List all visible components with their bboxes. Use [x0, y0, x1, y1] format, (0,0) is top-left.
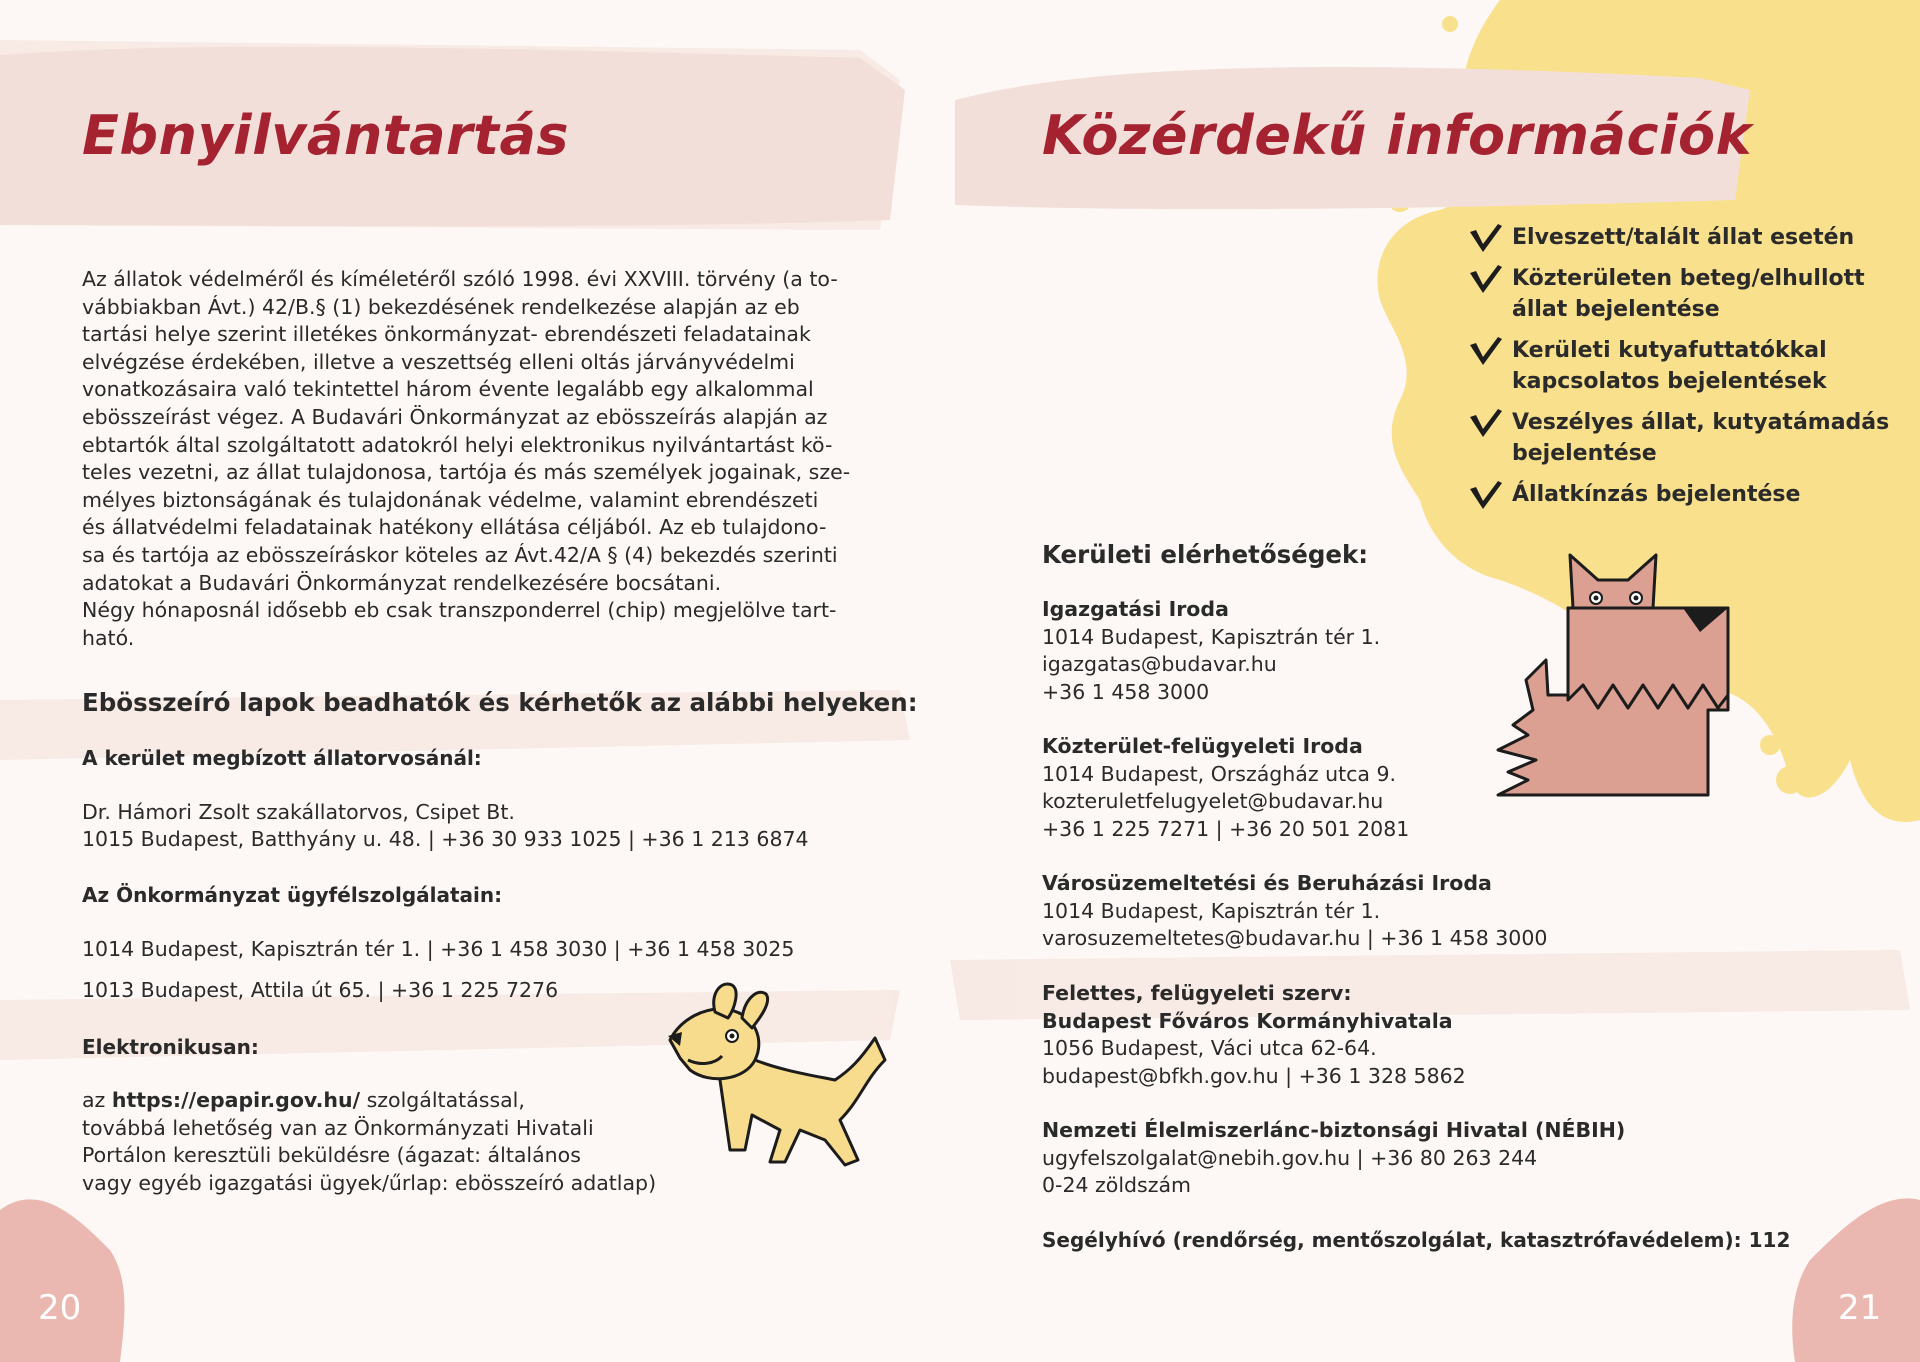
emergency-number: Segélyhívó (rendőrség, mentőszolgálat, katasztrófavédelem): 112: [1042, 1228, 1791, 1252]
contact-varosuzem: [1042, 870, 1547, 953]
subheading-locations: Ebösszeíró lapok beadhatók és kérhetők az alábbi helyeken:: [82, 688, 918, 717]
contact-phone: +36 1 458 3000: [1042, 679, 1210, 704]
list-item-label: Kerületi kutyafuttatókkal kapcsolatos bejelentések: [1512, 338, 1827, 394]
vet-name: Dr. Hámori Zsolt szakállatorvos, Csipet Bt.: [82, 800, 515, 824]
body-line: és állatvédelmi feladatainak hatékony ellátása céljából. Az eb tulajdono-: [82, 515, 827, 540]
contact-address: 1014 Budapest, Kapisztrán tér 1.: [1042, 898, 1381, 923]
body-line: Négy hónaposnál idősebb eb csak transzponderrel (chip) megjelölve tart-: [82, 598, 837, 623]
office-heading: Az Önkormányzat ügyfélszolgálatain:: [82, 883, 503, 907]
list-item-label: Közterületen beteg/elhullott állat bejelentése: [1512, 266, 1865, 322]
vet-address: 1015 Budapest, Batthyány u. 48. | +36 30 933 1025 | +36 1 213 6874: [82, 827, 809, 851]
contact-name: Nemzeti Élelmiszerlánc-biztonsági Hivatal (NÉBIH): [1042, 1118, 1626, 1142]
contact-nebih: [1042, 1117, 1625, 1200]
electronic-line: Portálon keresztüli beküldésre (ágazat: általános: [82, 1143, 581, 1167]
list-item: [1468, 335, 1898, 397]
list-item-label: Állatkínzás bejelentése: [1512, 482, 1801, 507]
body-line: adatokat a Budavári Önkormányzat rendelkezésére bocsátani.: [82, 570, 722, 595]
office-line-2: 1013 Budapest, Attila út 65. | +36 1 225 7276: [82, 978, 559, 1002]
list-item: [1468, 222, 1898, 253]
body-line: mélyes biztonságának és tulajdonának védelme, valamint ebrendészeti: [82, 487, 819, 512]
contact-address: 1056 Budapest, Váci utca 62-64.: [1042, 1036, 1377, 1060]
contact-email[interactable]: kozteruletfelugyelet@budavar.hu: [1042, 789, 1384, 813]
list-item-label: Elveszett/talált állat esetén: [1512, 225, 1855, 250]
body-line: Az állatok védelméről és kíméletéről szóló 1998. évi XXVIII. törvény (a to-: [82, 267, 838, 291]
office-line-1: 1014 Budapest, Kapisztrán tér 1. | +36 1 458 3030 | +36 1 458 3025: [82, 937, 795, 961]
contact-email[interactable]: igazgatas@budavar.hu: [1042, 652, 1277, 676]
check-icon: [1468, 337, 1504, 367]
contact-address: 1014 Budapest, Kapisztrán tér 1.: [1042, 624, 1381, 649]
contact-name: Budapest Főváros Kormányhivatala: [1042, 1008, 1453, 1033]
corner-splash-right: [1792, 1198, 1920, 1362]
contact-address: 1014 Budapest, Országház utca 9.: [1042, 761, 1397, 786]
list-item: [1468, 263, 1898, 325]
list-item: [1468, 407, 1898, 469]
contact-email-phone[interactable]: ugyfelszolgalat@nebih.gov.hu | +36 80 263 244: [1042, 1145, 1538, 1170]
contact-note: 0-24 zöldszám: [1042, 1173, 1192, 1197]
report-checklist: [1468, 222, 1898, 520]
body-line: ebtartók által szolgáltatott adatokról helyi elektronikus nyilvántartást kö-: [82, 432, 833, 457]
pink-dog-illustration: [1488, 550, 1733, 805]
contact-igazgatasi: [1042, 596, 1380, 706]
contacts-heading: Kerületi elérhetőségek:: [1042, 540, 1369, 569]
body-line: vonatkozásaira való tekintettel három évente legalább egy alkalommal: [82, 377, 814, 402]
check-icon: [1468, 481, 1504, 511]
contact-felugyeleti: [1042, 980, 1466, 1090]
contact-email-phone[interactable]: varosuzemeltetes@budavar.hu | +36 1 458 3000: [1042, 926, 1548, 950]
body-paragraph: [82, 266, 882, 652]
contact-name: Felettes, felügyeleti szerv:: [1042, 981, 1352, 1005]
list-item-label: Veszélyes állat, kutyatámadás bejelentése: [1512, 410, 1890, 466]
body-line: vábbiakban Ávt.) 42/B.§ (1) bekezdésének rendelkezése alapján az eb: [82, 294, 800, 319]
contact-name: Igazgatási Iroda: [1042, 597, 1229, 621]
body-line: ebösszeírást végez. A Budavári Önkormányzat az ebösszeírás alapján az: [82, 404, 828, 429]
contact-email-phone[interactable]: budapest@bfkh.gov.hu | +36 1 328 5862: [1042, 1063, 1466, 1088]
epapir-link[interactable]: https://epapir.gov.hu/: [111, 1088, 361, 1112]
body-line: teles vezetni, az állat tulajdonosa, tartója és más személyek jogainak, sze-: [82, 460, 851, 485]
electronic-suffix: szolgáltatással,: [360, 1088, 525, 1112]
body-line: tartási helye szerint illetékes önkormányzat- ebrendészeti feladatainak: [82, 322, 811, 347]
electronic-text: [82, 1087, 722, 1197]
electronic-heading: Elektronikusan:: [82, 1035, 259, 1059]
check-icon: [1468, 409, 1504, 439]
contact-phone: +36 1 225 7271 | +36 20 501 2081: [1042, 816, 1410, 841]
corner-splash-left: [0, 1199, 124, 1362]
electronic-line: továbbá lehetőség van az Önkormányzati Hivatali: [82, 1115, 594, 1140]
list-item: [1468, 479, 1898, 510]
page-number-right: 21: [1838, 1288, 1882, 1328]
page-title-left: Ebnyilvántartás: [82, 104, 570, 167]
electronic-prefix: az: [82, 1088, 112, 1112]
electronic-first-line: [82, 1087, 722, 1115]
contact-name: Közterület-felügyeleti Iroda: [1042, 734, 1363, 758]
contact-name: Városüzemeltetési és Beruházási Iroda: [1042, 871, 1492, 895]
electronic-line: vagy egyéb igazgatási ügyek/űrlap: ebösszeíró adatlap): [82, 1170, 657, 1195]
body-line: sa és tartója az ebösszeíráskor köteles az Ávt.42/A § (4) bekezdés szerinti: [82, 542, 838, 567]
check-icon: [1468, 224, 1504, 254]
body-line: ható.: [82, 625, 135, 650]
check-icon: [1468, 265, 1504, 295]
contact-kozterulet: [1042, 733, 1409, 843]
body-line: elvégzése érdekében, illetve a veszettség elleni oltás járványvédelmi: [82, 349, 795, 374]
yellow-dog-illustration: [660, 980, 890, 1170]
page-title-right: Közérdekű információk: [1042, 104, 1753, 167]
page-number-left: 20: [38, 1288, 82, 1328]
vet-heading: A kerület megbízott állatorvosánál:: [82, 746, 482, 770]
